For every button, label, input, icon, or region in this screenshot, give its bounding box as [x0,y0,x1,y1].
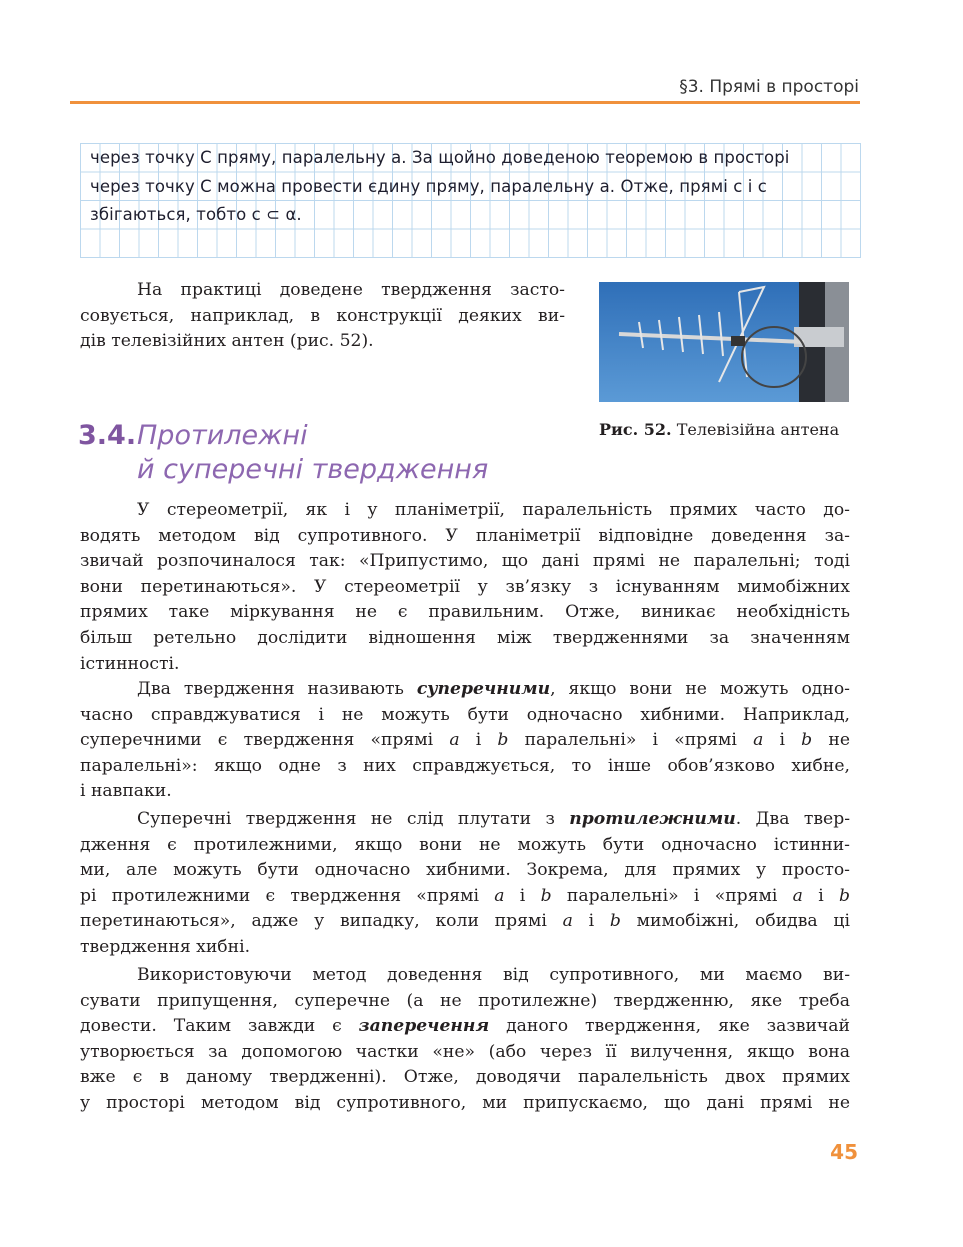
section-title: Протилежні [137,420,308,451]
notebook-line: через точку С пряму, паралельну а. За щойно доведеною теоремою в просторі [90,148,790,167]
intro-paragraph [80,278,565,355]
text-line: прямих таке міркування не є правильним. Отже, виникає необхідність [80,602,850,623]
section-title: й суперечні твердження [137,454,489,485]
text-line: довести. Таким завжди є заперечення даного твердження, яке зазвичай [80,1016,850,1037]
text-line: ми, але можуть бути одночасно хибними. Зокрема, для прямих у просто- [80,860,850,881]
text-line: Два твердження називають суперечними, якщо вони не можуть одно- [137,679,850,699]
notebook-line: збігаються, тобто с ⊂ α. [90,205,302,224]
notebook-line: через точку С можна провести єдину пряму, паралельну а. Отже, прямі с і с [90,177,767,196]
text-line: рі протилежними є твердження «прямі a і b паралельні» і «прямі a і b [80,885,850,906]
text-line: У стереометрії, як і у планіметрії, паралельність прямих часто до- [137,500,850,520]
caption-label: Рис. 52. [599,420,672,439]
text-line: звичай розпочиналося так: «Припустимо, що дані прямі не паралельні; тоді [80,551,850,572]
caption-text: Телевізійна антена [671,420,840,439]
antenna-photo [599,282,849,402]
text-line: вже є в даному твердженні). Отже, доводячи паралельність двох прямих [80,1067,850,1088]
text-line: Використовуючи метод доведення від супротивного, ми маємо ви- [137,965,850,985]
text-line: більш ретельно дослідити відношення між твердженнями за значенням [80,627,850,648]
text-line: водять методом від супротивного. У планіметрії відповідне доведення за- [80,525,850,546]
text-line: На практиці доведене твердження засто- [137,280,565,300]
term-opposite: протилежними [569,809,736,829]
text-line: Суперечні твердження не слід плутати з протилежними. Два твер- [137,809,851,829]
running-head: §3. Прямі в просторі [679,77,859,97]
text-line: утворюється за допомогою частки «не» (або через її вилучення, якщо вона [80,1041,850,1062]
paragraph-2 [80,677,850,805]
text-line: істинності. [80,653,180,674]
paragraph-3 [80,807,850,961]
text-line: дження є протилежними, якщо вони не можуть бути одночасно істинни- [80,834,850,855]
text-line: вони перетинаються». У стереометрії у зв’язку з існуванням мимобіжних [80,576,850,597]
term-contradictory: суперечними [416,679,551,699]
text-line: у просторі методом від супротивного, ми припускаємо, що дані прямі не [80,1092,850,1113]
text-line: і навпаки. [80,781,172,802]
text-line: твердження хибні. [80,936,251,957]
text-line: суперечними є твердження «прямі a і b паралельні» і «прямі a і b не [80,730,850,751]
text-line: сувати припущення, суперечне (а не протилежне) твердженню, яке треба [80,990,850,1011]
paragraph-4 [80,963,850,1117]
section-number: 3.4. [78,420,137,451]
header-rule [70,101,860,104]
figure-caption [599,420,839,439]
text-line: совується, наприклад, в конструкції деяких ви- [80,305,565,326]
page-number: 45 [830,1140,858,1164]
text-line: дів телевізійних антен (рис. 52). [80,331,374,352]
text-line: часно справджуватися і не можуть бути одночасно хибними. Наприклад, [80,704,850,725]
term-negation: заперечення [358,1016,490,1037]
text-line: паралельні»: якщо одне з них справджується, то інше обов’язково хибне, [80,755,850,776]
paragraph-1 [80,498,850,677]
text-line: перетинаються», адже у випадку, коли прямі a і b мимобіжні, обидва ці [80,911,850,932]
